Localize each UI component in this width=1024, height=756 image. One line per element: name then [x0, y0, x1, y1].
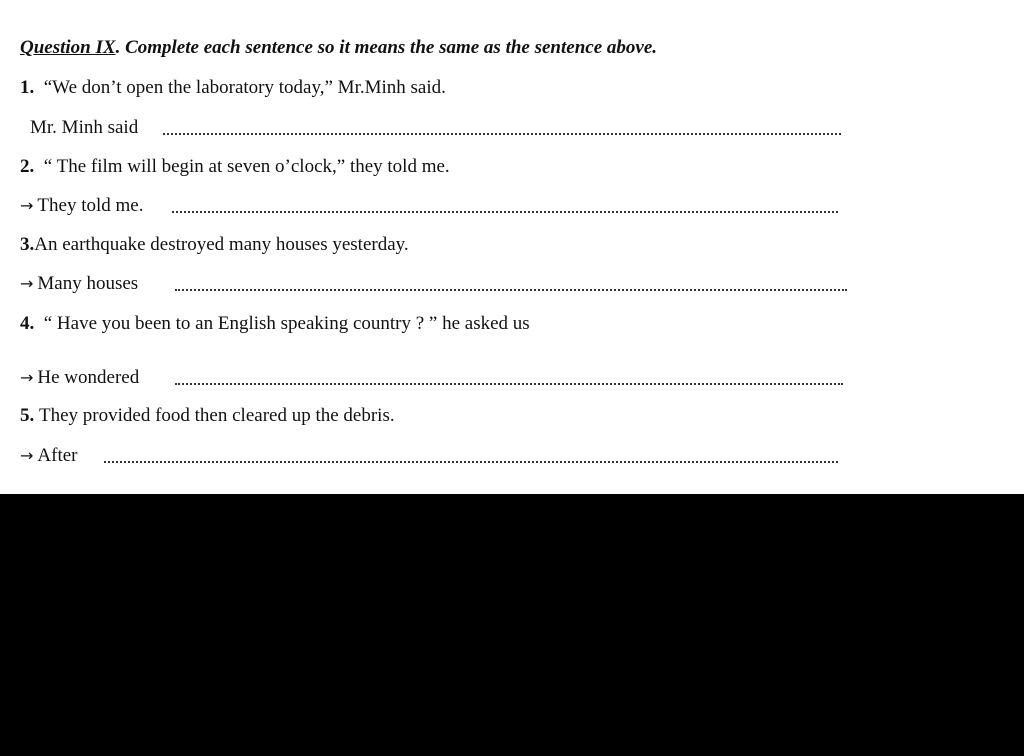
item-1-answer-blank[interactable] [163, 133, 841, 135]
item-4-text: “ Have you been to an English speaking country ? ” he asked us [43, 313, 530, 334]
item-1-text: “We don’t open the laboratory today,” Mr.Minh said. [43, 77, 446, 98]
item-5-answer-prefix [20, 444, 78, 468]
item-4-sentence [20, 312, 530, 336]
item-1-sentence [20, 76, 446, 100]
item-2-answer-prefix [20, 194, 143, 218]
item-3-text: An earthquake destroyed many houses yesterday. [34, 234, 409, 255]
item-2-answer-blank[interactable] [172, 211, 838, 213]
item-4-answer-prefix [20, 366, 139, 390]
arrow-icon: → [20, 446, 34, 465]
item-2-text: “ The film will begin at seven o’clock,” they told me. [43, 156, 450, 177]
item-1-number: 1. [20, 77, 35, 98]
item-4-answer-blank[interactable] [175, 383, 843, 385]
item-3-prefix-text: Many houses [37, 273, 139, 294]
item-5-prefix-text: After [37, 445, 78, 466]
item-3-number: 3. [20, 234, 35, 255]
item-1-answer-prefix [30, 116, 138, 140]
item-4-prefix-text: He wondered [37, 367, 140, 388]
item-2-number: 2. [20, 156, 35, 177]
item-5-number: 5. [20, 405, 35, 426]
item-1-prefix-text: Mr. Minh said [30, 117, 139, 138]
item-2-sentence [20, 155, 450, 179]
item-4-number: 4. [20, 313, 35, 334]
arrow-icon: → [20, 274, 34, 293]
item-5-text: They provided food then cleared up the debris. [39, 405, 395, 426]
item-3-sentence [20, 233, 409, 257]
arrow-icon: → [20, 368, 34, 387]
question-label: Question IX [20, 37, 116, 58]
arrow-icon: → [20, 196, 34, 215]
question-instruction: . Complete each sentence so it means the same as the sentence above. [115, 37, 657, 58]
black-letterbox [0, 494, 1024, 756]
item-2-prefix-text: They told me. [37, 195, 144, 216]
item-3-answer-prefix [20, 272, 138, 296]
question-heading [20, 36, 657, 60]
item-5-answer-blank[interactable] [104, 461, 838, 463]
item-5-sentence [20, 404, 395, 428]
item-3-answer-blank[interactable] [175, 289, 847, 291]
